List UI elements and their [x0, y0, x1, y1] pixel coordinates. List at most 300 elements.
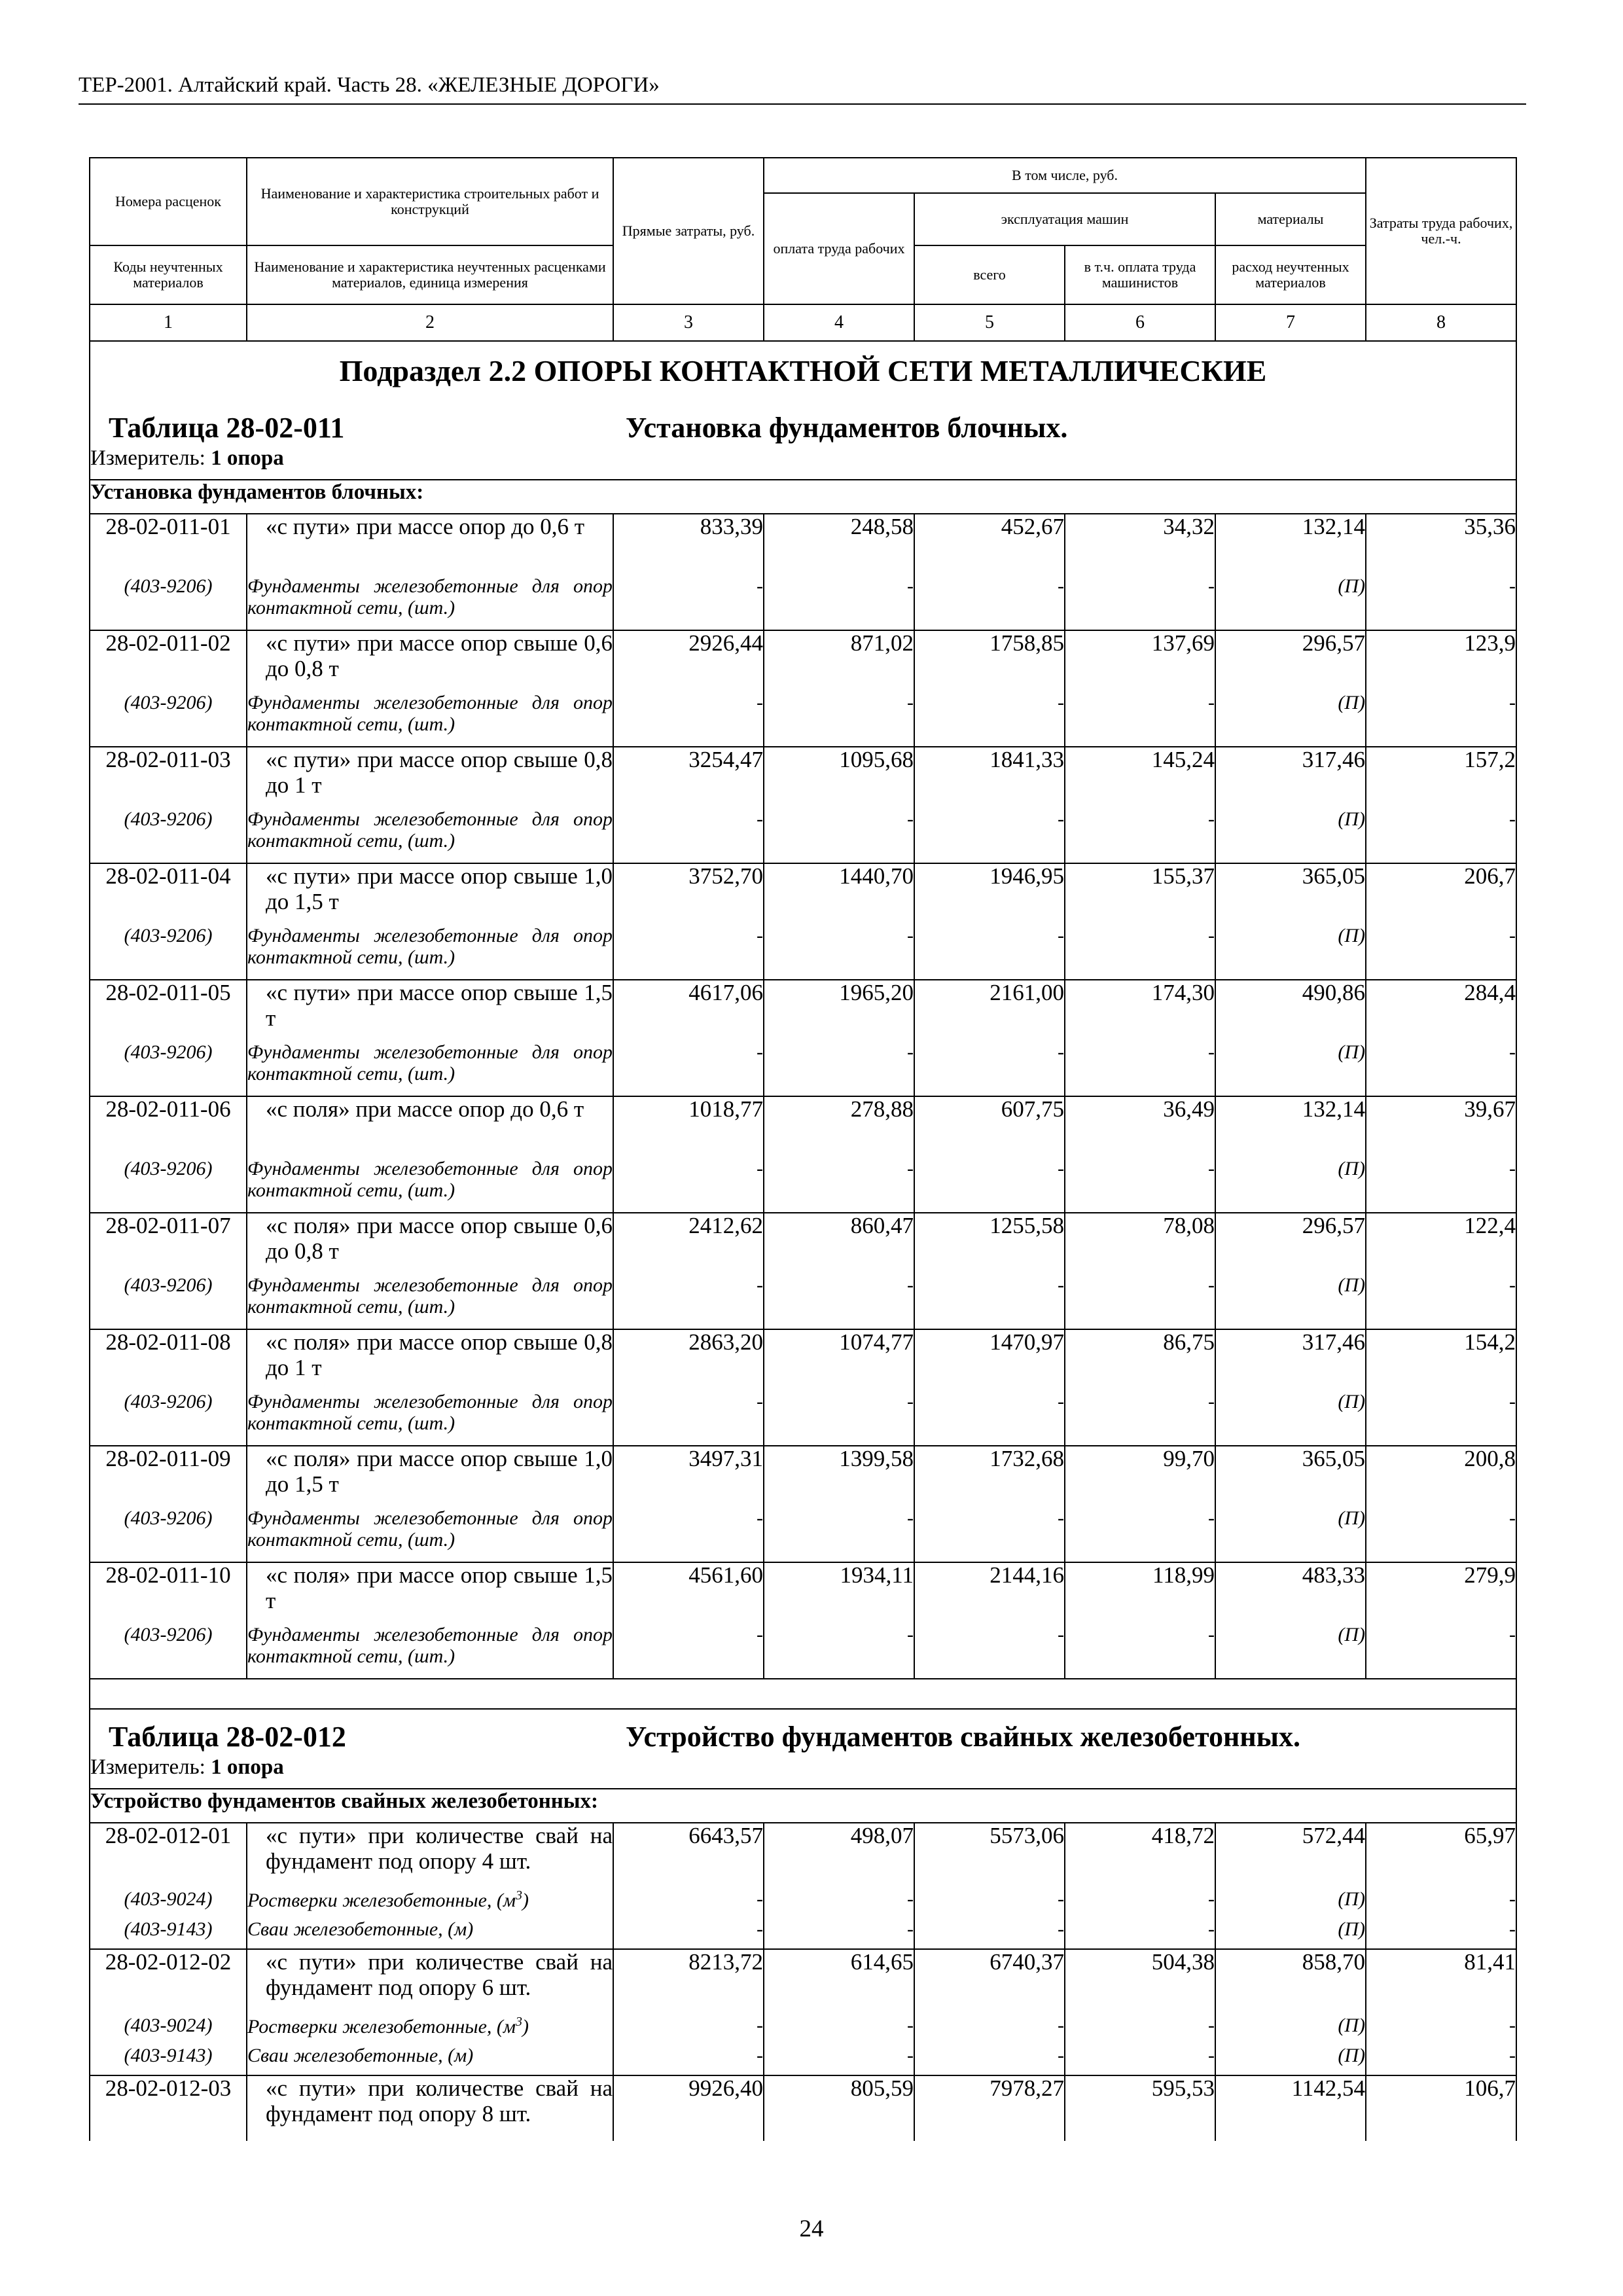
- header-c2-top: Наименование и характеристика строительных работ и конструкций: [247, 158, 613, 245]
- table-row: [90, 1329, 1516, 1391]
- value-dash: -: [1366, 1158, 1516, 1213]
- value-c7: 1142,54: [1215, 2075, 1366, 2141]
- section-title: Подраздел 2.2 ОПОРЫ КОНТАКТНОЙ СЕТИ МЕТАЛЛИЧЕСКИЕ: [90, 341, 1516, 401]
- value-c7: 858,70: [1215, 1949, 1366, 2015]
- material-name-tail: ): [522, 2016, 529, 2037]
- value-dash: -: [1366, 1041, 1516, 1096]
- value-dash: -: [764, 1888, 914, 1918]
- value-c3: 833,39: [613, 514, 764, 575]
- value-c6: 34,32: [1065, 514, 1215, 575]
- value-dash: -: [613, 2045, 764, 2075]
- material-code: (403-9206): [90, 1274, 247, 1329]
- value-dash: -: [764, 1158, 914, 1213]
- value-dash: -: [613, 575, 764, 630]
- value-dash: -: [1366, 1918, 1516, 1949]
- value-dash: -: [914, 1274, 1065, 1329]
- value-c5: 5573,06: [914, 1823, 1065, 1888]
- value-c4: 1440,70: [764, 863, 914, 925]
- rate-name-text: «с поля» при массе опор свыше 0,8 до 1 т: [266, 1329, 613, 1380]
- value-c7: 132,14: [1215, 1096, 1366, 1158]
- value-dash: -: [914, 1624, 1065, 1679]
- material-name-text: Сваи железобетонные, (м): [247, 1918, 474, 1940]
- value-dash: -: [613, 1391, 764, 1446]
- value-dash: -: [1366, 1391, 1516, 1446]
- value-c4: 498,07: [764, 1823, 914, 1888]
- rate-name: [247, 980, 613, 1041]
- rate-code: 28-02-011-03: [90, 747, 247, 808]
- value-dash: -: [613, 1918, 764, 1949]
- meter: [90, 1755, 1516, 1789]
- value-dash: -: [914, 1918, 1065, 1949]
- value-dash: -: [914, 808, 1065, 863]
- value-c3: 9926,40: [613, 2075, 764, 2141]
- value-c8: 200,8: [1366, 1446, 1516, 1507]
- value-dash: -: [764, 2015, 914, 2045]
- value-dash: -: [1366, 925, 1516, 980]
- value-c5: 2144,16: [914, 1562, 1065, 1624]
- table-row: [90, 1949, 1516, 2015]
- material-p: (П): [1215, 1888, 1366, 1918]
- value-c3: 2863,20: [613, 1329, 764, 1391]
- material-code: (403-9206): [90, 925, 247, 980]
- material-row: [90, 692, 1516, 747]
- value-dash: -: [1366, 808, 1516, 863]
- value-c7: 296,57: [1215, 630, 1366, 692]
- material-name: Фундаменты железобетонные для опор контактной сети, (шт.): [247, 1041, 613, 1096]
- value-c7: 296,57: [1215, 1213, 1366, 1274]
- subsection-title: Установка фундаментов блочных:: [90, 480, 1516, 514]
- rate-code: 28-02-011-09: [90, 1446, 247, 1507]
- value-dash: -: [1065, 1391, 1215, 1446]
- material-name: Фундаменты железобетонные для опор контактной сети, (шт.): [247, 692, 613, 747]
- table-row: [90, 630, 1516, 692]
- value-c6: 145,24: [1065, 747, 1215, 808]
- value-c4: 1074,77: [764, 1329, 914, 1391]
- table-row: [90, 1446, 1516, 1507]
- table-name: Устройство фундаментов свайных железобетонных.: [626, 1720, 1301, 1753]
- value-dash: -: [613, 1624, 764, 1679]
- material-name: [247, 2015, 613, 2045]
- value-dash: -: [764, 1041, 914, 1096]
- material-code: (403-9206): [90, 575, 247, 630]
- col-num: 8: [1366, 304, 1516, 341]
- value-c6: 174,30: [1065, 980, 1215, 1041]
- table-row: [90, 1096, 1516, 1158]
- rate-name: [247, 1823, 613, 1888]
- col-num: 1: [90, 304, 247, 341]
- rate-code: 28-02-011-08: [90, 1329, 247, 1391]
- rate-name: [247, 1562, 613, 1624]
- header-machines: эксплуатация машин: [914, 193, 1215, 245]
- rate-code: 28-02-011-02: [90, 630, 247, 692]
- table-row: [90, 980, 1516, 1041]
- material-name: Фундаменты железобетонные для опор контактной сети, (шт.): [247, 575, 613, 630]
- rate-name: [247, 2075, 613, 2141]
- col-num: 3: [613, 304, 764, 341]
- material-row: [90, 2045, 1516, 2075]
- value-c5: 1470,97: [914, 1329, 1065, 1391]
- value-dash: -: [764, 1507, 914, 1562]
- value-c6: 118,99: [1065, 1562, 1215, 1624]
- value-c8: 279,9: [1366, 1562, 1516, 1624]
- material-name: Фундаменты железобетонные для опор контактной сети, (шт.): [247, 1274, 613, 1329]
- value-c6: 504,38: [1065, 1949, 1215, 2015]
- material-p: (П): [1215, 1918, 1366, 1949]
- header-materials: материалы: [1215, 193, 1366, 245]
- value-c6: 86,75: [1065, 1329, 1215, 1391]
- header-c1-bottom: Коды неучтенных материалов: [90, 245, 247, 304]
- meter-prefix: Измеритель:: [90, 446, 211, 470]
- value-c7: 317,46: [1215, 1329, 1366, 1391]
- material-code: (403-9024): [90, 1888, 247, 1918]
- header-rule: [79, 103, 1526, 105]
- value-dash: -: [1065, 1918, 1215, 1949]
- value-dash: -: [1065, 2045, 1215, 2075]
- value-dash: -: [764, 2045, 914, 2075]
- value-c5: 7978,27: [914, 2075, 1065, 2141]
- price-table: [89, 157, 1517, 2141]
- value-dash: -: [914, 1041, 1065, 1096]
- value-c5: 2161,00: [914, 980, 1065, 1041]
- table-row: [90, 1562, 1516, 1624]
- value-dash: -: [1065, 925, 1215, 980]
- rate-code: 28-02-012-01: [90, 1823, 247, 1888]
- rate-code: 28-02-011-05: [90, 980, 247, 1041]
- value-c5: 452,67: [914, 514, 1065, 575]
- value-dash: -: [613, 1274, 764, 1329]
- value-c3: 1018,77: [613, 1096, 764, 1158]
- material-p: (П): [1215, 1158, 1366, 1213]
- material-row: [90, 1391, 1516, 1446]
- value-c5: 6740,37: [914, 1949, 1065, 2015]
- value-dash: -: [613, 1507, 764, 1562]
- table-row: [90, 1823, 1516, 1888]
- rate-name-text: «с поля» при массе опор до 0,6 т: [266, 1096, 584, 1122]
- col-num: 4: [764, 304, 914, 341]
- value-dash: -: [1065, 1274, 1215, 1329]
- value-c8: 123,9: [1366, 630, 1516, 692]
- value-c3: 6643,57: [613, 1823, 764, 1888]
- value-c6: 137,69: [1065, 630, 1215, 692]
- rate-name: [247, 630, 613, 692]
- rate-name-text: «с пути» при массе опор свыше 1,0 до 1,5 т: [266, 863, 613, 914]
- material-row: [90, 808, 1516, 863]
- material-row: [90, 1274, 1516, 1329]
- material-row: [90, 1158, 1516, 1213]
- running-header: ТЕР-2001. Алтайский край. Часть 28. «ЖЕЛЕЗНЫЕ ДОРОГИ»: [79, 73, 660, 97]
- material-p: (П): [1215, 2015, 1366, 2045]
- meter-value: 1 опора: [211, 446, 284, 470]
- rate-code: 28-02-011-06: [90, 1096, 247, 1158]
- page-number: 24: [799, 2215, 824, 2242]
- rate-name-text: «с пути» при количестве свай на фундамент под опору 6 шт.: [266, 1949, 613, 2000]
- value-dash: -: [1065, 1158, 1215, 1213]
- material-name: Фундаменты железобетонные для опор контактной сети, (шт.): [247, 808, 613, 863]
- value-c7: 317,46: [1215, 747, 1366, 808]
- material-name: Фундаменты железобетонные для опор контактной сети, (шт.): [247, 1507, 613, 1562]
- value-c8: 157,2: [1366, 747, 1516, 808]
- value-dash: -: [914, 925, 1065, 980]
- material-row: [90, 1041, 1516, 1096]
- material-p: (П): [1215, 925, 1366, 980]
- material-name-tail: ): [522, 1890, 529, 1911]
- value-dash: -: [613, 808, 764, 863]
- value-c7: 572,44: [1215, 1823, 1366, 1888]
- value-c6: 155,37: [1065, 863, 1215, 925]
- value-c8: 39,67: [1366, 1096, 1516, 1158]
- value-c5: 1255,58: [914, 1213, 1065, 1274]
- rate-code: 28-02-012-03: [90, 2075, 247, 2141]
- material-p: (П): [1215, 1391, 1366, 1446]
- value-c3: 2926,44: [613, 630, 764, 692]
- meter: [90, 446, 1516, 480]
- material-row: [90, 2015, 1516, 2045]
- value-dash: -: [764, 1274, 914, 1329]
- value-c4: 1934,11: [764, 1562, 914, 1624]
- material-code: (403-9143): [90, 2045, 247, 2075]
- material-p: (П): [1215, 2045, 1366, 2075]
- value-c4: 614,65: [764, 1949, 914, 2015]
- value-c3: 3752,70: [613, 863, 764, 925]
- value-dash: -: [1366, 1274, 1516, 1329]
- value-dash: -: [1065, 2015, 1215, 2045]
- material-name: [247, 1888, 613, 1918]
- material-row: [90, 925, 1516, 980]
- unit-superscript: 3: [516, 2015, 523, 2029]
- value-dash: -: [914, 575, 1065, 630]
- table-label: Таблица 28-02-011: [109, 411, 345, 444]
- header-c5: всего: [914, 245, 1065, 304]
- material-name: Фундаменты железобетонные для опор контактной сети, (шт.): [247, 1158, 613, 1213]
- rate-name: [247, 514, 613, 575]
- material-row: [90, 1507, 1516, 1562]
- subsection-title: Устройство фундаментов свайных железобетонных:: [90, 1789, 1516, 1823]
- col-num: 5: [914, 304, 1065, 341]
- value-dash: -: [1065, 1888, 1215, 1918]
- value-c4: 871,02: [764, 630, 914, 692]
- rate-name: [247, 1329, 613, 1391]
- value-dash: -: [613, 1041, 764, 1096]
- value-c3: 8213,72: [613, 1949, 764, 2015]
- material-code: (403-9206): [90, 808, 247, 863]
- material-code: (403-9206): [90, 1041, 247, 1096]
- value-dash: -: [1366, 2045, 1516, 2075]
- value-dash: -: [914, 2015, 1065, 2045]
- rate-name-text: «с пути» при массе опор свыше 0,6 до 0,8 т: [266, 630, 613, 681]
- rate-name: [247, 1096, 613, 1158]
- value-c7: 365,05: [1215, 1446, 1366, 1507]
- value-dash: -: [1366, 1624, 1516, 1679]
- value-dash: -: [1366, 2015, 1516, 2045]
- value-c7: 483,33: [1215, 1562, 1366, 1624]
- material-code: (403-9206): [90, 692, 247, 747]
- value-dash: -: [914, 1888, 1065, 1918]
- value-c7: 132,14: [1215, 514, 1366, 575]
- value-c4: 1965,20: [764, 980, 914, 1041]
- value-dash: -: [1065, 575, 1215, 630]
- table-row: [90, 2075, 1516, 2141]
- value-c5: 1946,95: [914, 863, 1065, 925]
- value-c4: 805,59: [764, 2075, 914, 2141]
- header-c1-top: Номера расценок: [90, 158, 247, 245]
- rate-name-text: «с поля» при массе опор свыше 1,5 т: [266, 1562, 613, 1613]
- value-c5: 1732,68: [914, 1446, 1065, 1507]
- value-dash: -: [764, 1918, 914, 1949]
- value-dash: -: [613, 925, 764, 980]
- material-row: [90, 1918, 1516, 1949]
- rate-code: 28-02-012-02: [90, 1949, 247, 2015]
- value-c5: 1841,33: [914, 747, 1065, 808]
- value-dash: -: [1065, 692, 1215, 747]
- rate-name-text: «с поля» при массе опор свыше 1,0 до 1,5 т: [266, 1446, 613, 1497]
- rate-code: 28-02-011-10: [90, 1562, 247, 1624]
- value-dash: -: [1065, 1507, 1215, 1562]
- rate-name-text: «с пути» при количестве свай на фундамент под опору 8 шт.: [266, 2075, 613, 2126]
- table-row: [90, 747, 1516, 808]
- value-c3: 3497,31: [613, 1446, 764, 1507]
- value-dash: -: [1366, 692, 1516, 747]
- value-dash: -: [914, 2045, 1065, 2075]
- value-c4: 248,58: [764, 514, 914, 575]
- value-dash: -: [914, 1507, 1065, 1562]
- value-c3: 3254,47: [613, 747, 764, 808]
- value-c4: 278,88: [764, 1096, 914, 1158]
- value-c5: 1758,85: [914, 630, 1065, 692]
- material-row: [90, 1624, 1516, 1679]
- material-name: Фундаменты железобетонные для опор контактной сети, (шт.): [247, 1391, 613, 1446]
- value-dash: -: [914, 1158, 1065, 1213]
- header-c4: оплата труда рабочих: [764, 193, 914, 304]
- table-title: [90, 1709, 1516, 1755]
- header-incl: В том числе, руб.: [764, 158, 1366, 193]
- value-dash: -: [1366, 575, 1516, 630]
- material-row: [90, 575, 1516, 630]
- value-dash: -: [1065, 1624, 1215, 1679]
- value-dash: -: [914, 1391, 1065, 1446]
- material-name: [247, 1918, 613, 1949]
- value-dash: -: [1366, 1507, 1516, 1562]
- value-c6: 99,70: [1065, 1446, 1215, 1507]
- rate-code: 28-02-011-01: [90, 514, 247, 575]
- material-p: (П): [1215, 692, 1366, 747]
- meter-value: 1 опора: [211, 1755, 284, 1779]
- material-p: (П): [1215, 1274, 1366, 1329]
- rate-code: 28-02-011-07: [90, 1213, 247, 1274]
- material-code: (403-9206): [90, 1507, 247, 1562]
- rate-name-text: «с пути» при количестве свай на фундамент под опору 4 шт.: [266, 1823, 613, 1874]
- value-dash: -: [613, 1888, 764, 1918]
- value-c6: 36,49: [1065, 1096, 1215, 1158]
- material-p: (П): [1215, 808, 1366, 863]
- material-name-text: Сваи железобетонные, (м): [247, 2045, 474, 2066]
- rate-name-text: «с поля» при массе опор свыше 0,6 до 0,8 т: [266, 1213, 613, 1264]
- value-dash: -: [764, 1624, 914, 1679]
- value-c4: 1399,58: [764, 1446, 914, 1507]
- table-title: [90, 401, 1516, 446]
- value-c3: 4561,60: [613, 1562, 764, 1624]
- rate-code: 28-02-011-04: [90, 863, 247, 925]
- rate-name-text: «с пути» при массе опор свыше 0,8 до 1 т: [266, 747, 613, 798]
- table-name: Установка фундаментов блочных.: [626, 411, 1068, 444]
- value-c8: 122,4: [1366, 1213, 1516, 1274]
- value-dash: -: [1065, 1041, 1215, 1096]
- material-name-text: Ростверки железобетонные, (м: [247, 2016, 516, 2037]
- material-p: (П): [1215, 575, 1366, 630]
- header-c3: Прямые затраты, руб.: [613, 158, 764, 304]
- value-dash: -: [1366, 1888, 1516, 1918]
- value-c3: 2412,62: [613, 1213, 764, 1274]
- table-label: Таблица 28-02-012: [109, 1720, 346, 1753]
- value-dash: -: [613, 1158, 764, 1213]
- value-c6: 78,08: [1065, 1213, 1215, 1274]
- value-c3: 4617,06: [613, 980, 764, 1041]
- value-dash: -: [764, 925, 914, 980]
- value-c8: 65,97: [1366, 1823, 1516, 1888]
- value-c6: 595,53: [1065, 2075, 1215, 2141]
- rate-name: [247, 863, 613, 925]
- value-c8: 206,7: [1366, 863, 1516, 925]
- value-c8: 81,41: [1366, 1949, 1516, 2015]
- rate-name-text: «с пути» при массе опор до 0,6 т: [266, 514, 585, 539]
- header-c7: расход неучтенных материалов: [1215, 245, 1366, 304]
- value-dash: -: [764, 575, 914, 630]
- table-row: [90, 863, 1516, 925]
- value-dash: -: [914, 692, 1065, 747]
- value-dash: -: [613, 692, 764, 747]
- value-c4: 860,47: [764, 1213, 914, 1274]
- value-dash: -: [1065, 808, 1215, 863]
- header-c8: Затраты труда рабочих, чел.-ч.: [1366, 158, 1516, 304]
- table-row: [90, 514, 1516, 575]
- value-c7: 490,86: [1215, 980, 1366, 1041]
- material-name-text: Ростверки железобетонные, (м: [247, 1890, 516, 1911]
- value-c4: 1095,68: [764, 747, 914, 808]
- material-code: (403-9143): [90, 1918, 247, 1949]
- rate-name-text: «с пути» при массе опор свыше 1,5 т: [266, 980, 613, 1031]
- value-c8: 154,2: [1366, 1329, 1516, 1391]
- value-c8: 284,4: [1366, 980, 1516, 1041]
- unit-superscript: 3: [516, 1888, 523, 1903]
- material-p: (П): [1215, 1624, 1366, 1679]
- material-name: [247, 2045, 613, 2075]
- meter-prefix: Измеритель:: [90, 1755, 211, 1779]
- material-code: (403-9206): [90, 1158, 247, 1213]
- value-dash: -: [613, 2015, 764, 2045]
- value-c7: 365,05: [1215, 863, 1366, 925]
- value-c5: 607,75: [914, 1096, 1065, 1158]
- material-code: (403-9024): [90, 2015, 247, 2045]
- rate-name: [247, 1949, 613, 2015]
- material-name: Фундаменты железобетонные для опор контактной сети, (шт.): [247, 925, 613, 980]
- rate-name: [247, 747, 613, 808]
- rate-name: [247, 1446, 613, 1507]
- value-c8: 106,7: [1366, 2075, 1516, 2141]
- spacer: [90, 1679, 1516, 1709]
- value-dash: -: [764, 1391, 914, 1446]
- col-num: 2: [247, 304, 613, 341]
- material-code: (403-9206): [90, 1391, 247, 1446]
- value-c8: 35,36: [1366, 514, 1516, 575]
- header-c2-bottom: Наименование и характеристика неучтенных расценками материалов, единица измерения: [247, 245, 613, 304]
- value-dash: -: [764, 808, 914, 863]
- value-c6: 418,72: [1065, 1823, 1215, 1888]
- material-p: (П): [1215, 1041, 1366, 1096]
- material-p: (П): [1215, 1507, 1366, 1562]
- value-dash: -: [764, 692, 914, 747]
- col-num: 7: [1215, 304, 1366, 341]
- col-num: 6: [1065, 304, 1215, 341]
- rate-name: [247, 1213, 613, 1274]
